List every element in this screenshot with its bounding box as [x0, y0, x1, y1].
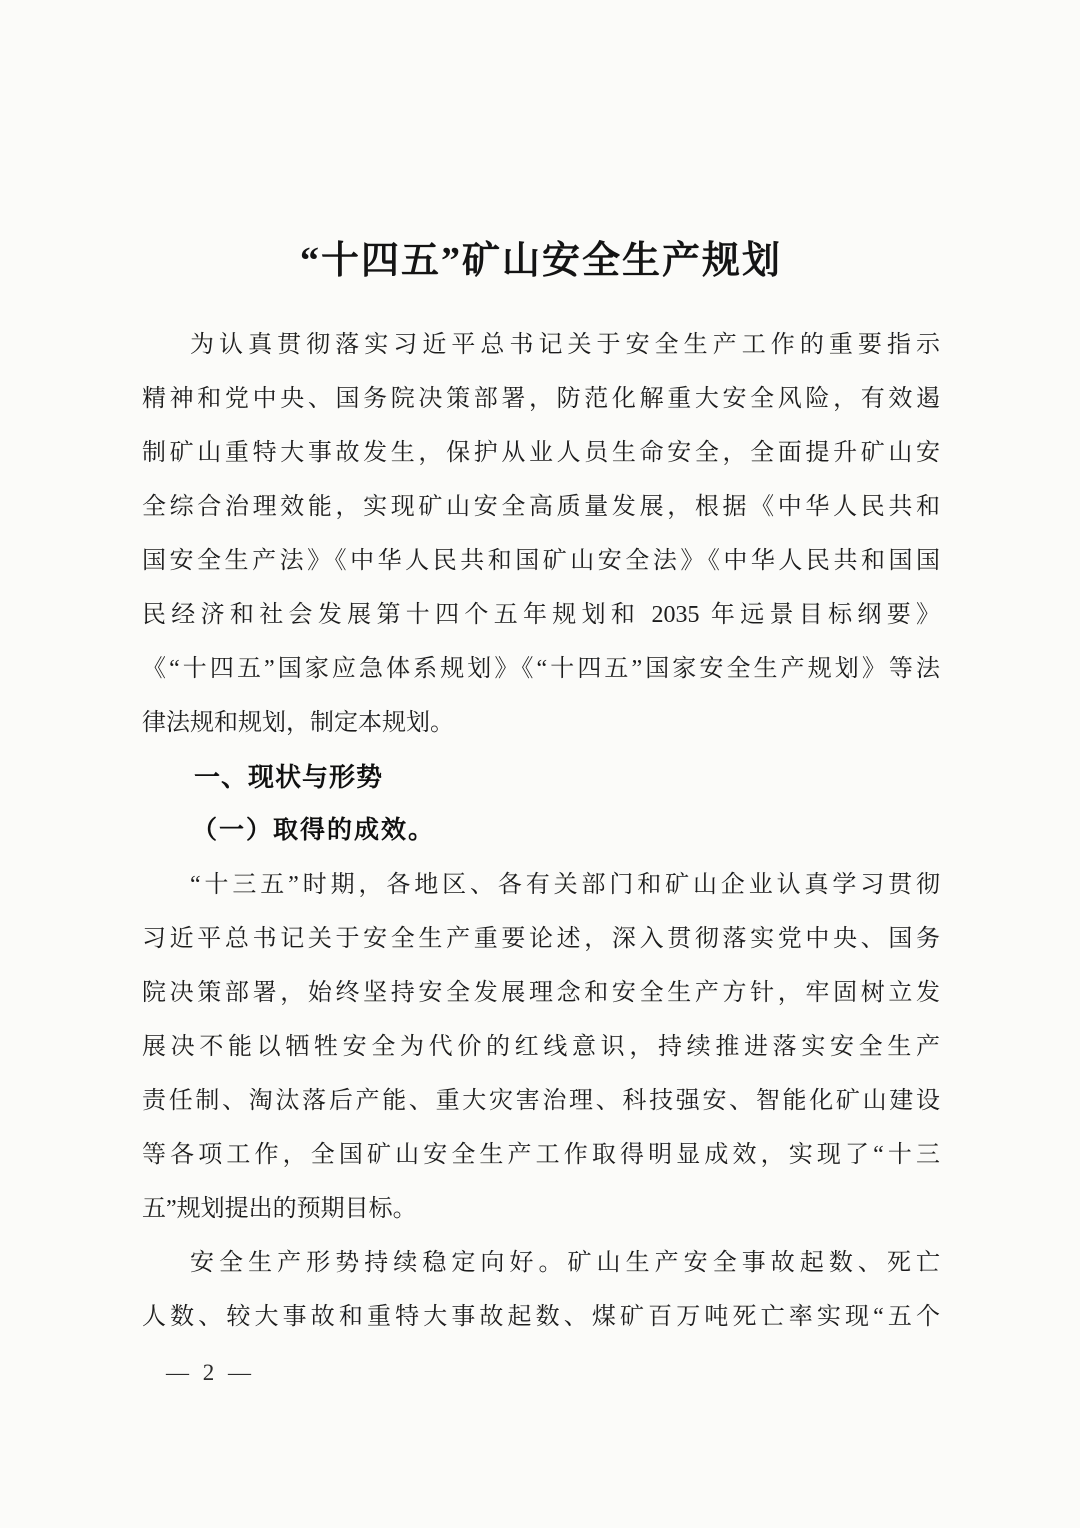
paragraph-line: 《“十四五”国家应急体系规划》《“十四五”国家安全生产规划》等法 — [142, 656, 940, 682]
paragraph-line: 展决不能以牺牲安全为代价的红线意识，持续推进落实安全生产 — [142, 1034, 940, 1060]
page-number: — 2 — — [166, 1360, 255, 1385]
paragraph-line: 五”规划提出的预期目标。 — [142, 1196, 417, 1222]
paragraph-line: 为认真贯彻落实习近平总书记关于安全生产工作的重要指示 — [190, 332, 940, 358]
paragraph-line: 人数、较大事故和重特大事故起数、煤矿百万吨死亡率实现“五个 — [142, 1304, 940, 1330]
paragraph-line: 习近平总书记关于安全生产重要论述，深入贯彻落实党中央、国务 — [142, 926, 940, 952]
intro-paragraph — [142, 318, 940, 750]
subsection-1-heading: （一）取得的成效。 — [192, 817, 436, 844]
paragraph-line: “十三五”时期，各地区、各有关部门和矿山企业认真学习贯彻 — [190, 872, 940, 898]
subsection-1-paragraph-2 — [142, 1236, 940, 1344]
paragraph-line: 精神和党中央、国务院决策部署，防范化解重大安全风险，有效遏 — [142, 386, 940, 412]
paragraph-line: 院决策部署，始终坚持安全发展理念和安全生产方针，牢固树立发 — [142, 980, 940, 1006]
paragraph-line: 国安全生产法》《中华人民共和国矿山安全法》《中华人民共和国国 — [142, 548, 940, 574]
paragraph-line: 等各项工作，全国矿山安全生产工作取得明显成效，实现了“十三 — [142, 1142, 940, 1168]
paragraph-line: 责任制、淘汰落后产能、重大灾害治理、科技强安、智能化矿山建设 — [142, 1088, 940, 1114]
subsection-1-paragraph-1 — [142, 858, 940, 1236]
paragraph-line: 制矿山重特大事故发生，保护从业人员生命安全，全面提升矿山安 — [142, 440, 940, 466]
paragraph-line: 全综合治理效能，实现矿山安全高质量发展，根据《中华人民共和 — [142, 494, 940, 520]
document-title: “十四五”矿山安全生产规划 — [299, 240, 782, 282]
paragraph-line: 律法规和规划，制定本规划。 — [142, 710, 454, 736]
paragraph-line: 民经济和社会发展第十四个五年规划和 2035 年远景目标纲要》 — [142, 602, 940, 628]
paragraph-line: 安全生产形势持续稳定向好。矿山生产安全事故起数、死亡 — [190, 1250, 940, 1276]
section-1-heading: 一、现状与形势 — [194, 762, 384, 792]
